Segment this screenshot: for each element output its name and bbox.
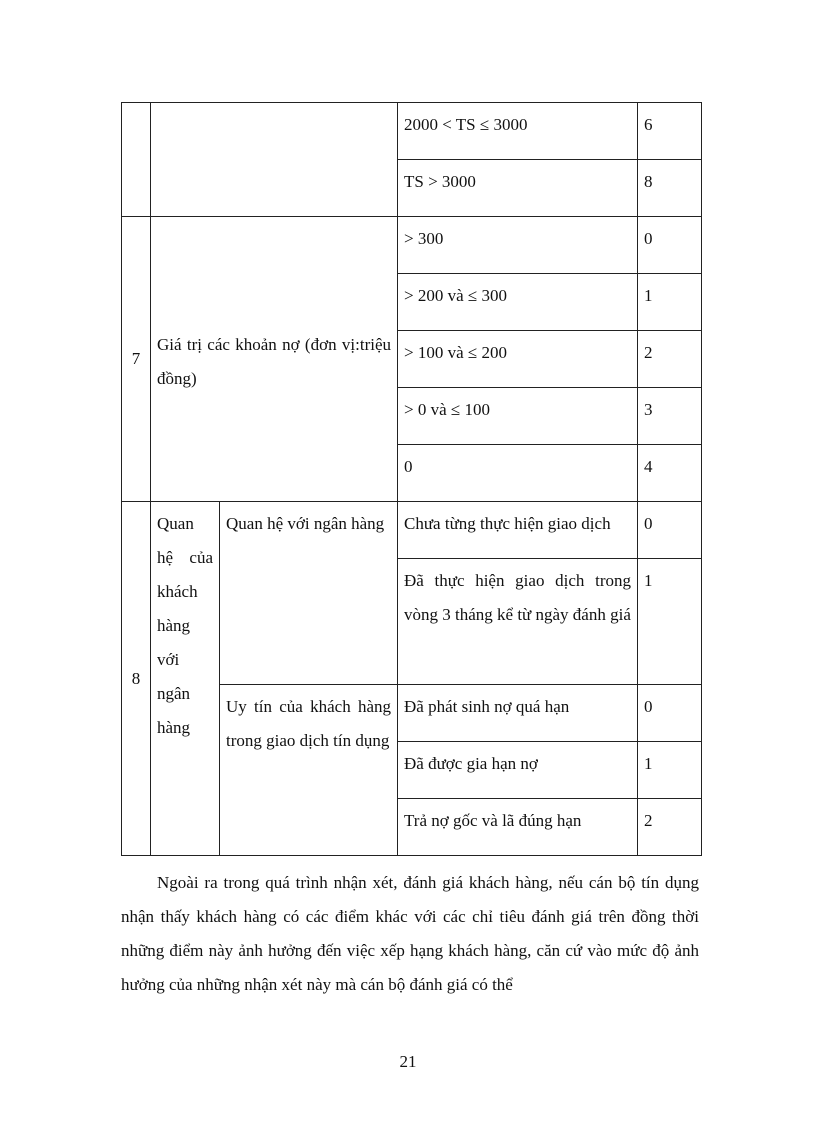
condition-cell: > 300 — [398, 217, 638, 274]
condition-cell: 0 — [398, 445, 638, 502]
score-cell: 1 — [638, 274, 702, 331]
body-paragraph: Ngoài ra trong quá trình nhận xét, đánh giá khách hàng, nếu cán bộ tín dụng nhận thấy khách hàng có các điểm khác với các chỉ tiêu đánh giá trên đồng thời những điểm này ảnh hưởng đến việc xếp hạng khách hàng, căn cứ vào mức độ ảnh hưởng của những nhận xét này mà cán bộ đánh giá có thể — [121, 873, 699, 994]
criterion-number-cell: 7 — [122, 217, 151, 502]
condition-cell: TS > 3000 — [398, 160, 638, 217]
score-cell: 2 — [638, 331, 702, 388]
score-cell: 1 — [638, 742, 702, 799]
score-cell: 0 — [638, 685, 702, 742]
score-cell: 0 — [638, 502, 702, 559]
criterion-cell: Giá trị các khoản nợ (đơn vị:triệu đồng) — [151, 217, 398, 502]
score-cell: 6 — [638, 103, 702, 160]
score-cell: 0 — [638, 217, 702, 274]
table-row — [122, 103, 702, 160]
score-cell: 8 — [638, 160, 702, 217]
condition-cell: Chưa từng thực hiện giao dịch — [398, 502, 638, 559]
score-cell: 1 — [638, 559, 702, 685]
condition-cell: > 200 và ≤ 300 — [398, 274, 638, 331]
condition-cell: > 0 và ≤ 100 — [398, 388, 638, 445]
score-cell: 4 — [638, 445, 702, 502]
condition-cell: Trả nợ gốc và lã đúng hạn — [398, 799, 638, 856]
sub-criterion-cell: Uy tín của khách hàng trong giao dịch tín dụng — [220, 685, 398, 856]
criterion-cell: Quan hệ của khách hàng với ngân hàng — [151, 502, 220, 856]
condition-cell: 2000 < TS ≤ 3000 — [398, 103, 638, 160]
sub-criterion-cell: Quan hệ với ngân hàng — [220, 502, 398, 685]
table-row — [122, 502, 702, 559]
criterion-number-cell: 8 — [122, 502, 151, 856]
condition-cell: Đã phát sinh nợ quá hạn — [398, 685, 638, 742]
criterion-number-cell — [122, 103, 151, 217]
condition-cell: > 100 và ≤ 200 — [398, 331, 638, 388]
condition-cell: Đã được gia hạn nợ — [398, 742, 638, 799]
page-number: 21 — [399, 1052, 417, 1071]
condition-cell: Đã thực hiện giao dịch trong vòng 3 tháng kể từ ngày đánh giá — [398, 559, 638, 685]
table-row — [122, 217, 702, 274]
criterion-cell — [151, 103, 398, 217]
scoring-table — [121, 102, 702, 856]
score-cell: 3 — [638, 388, 702, 445]
score-cell: 2 — [638, 799, 702, 856]
